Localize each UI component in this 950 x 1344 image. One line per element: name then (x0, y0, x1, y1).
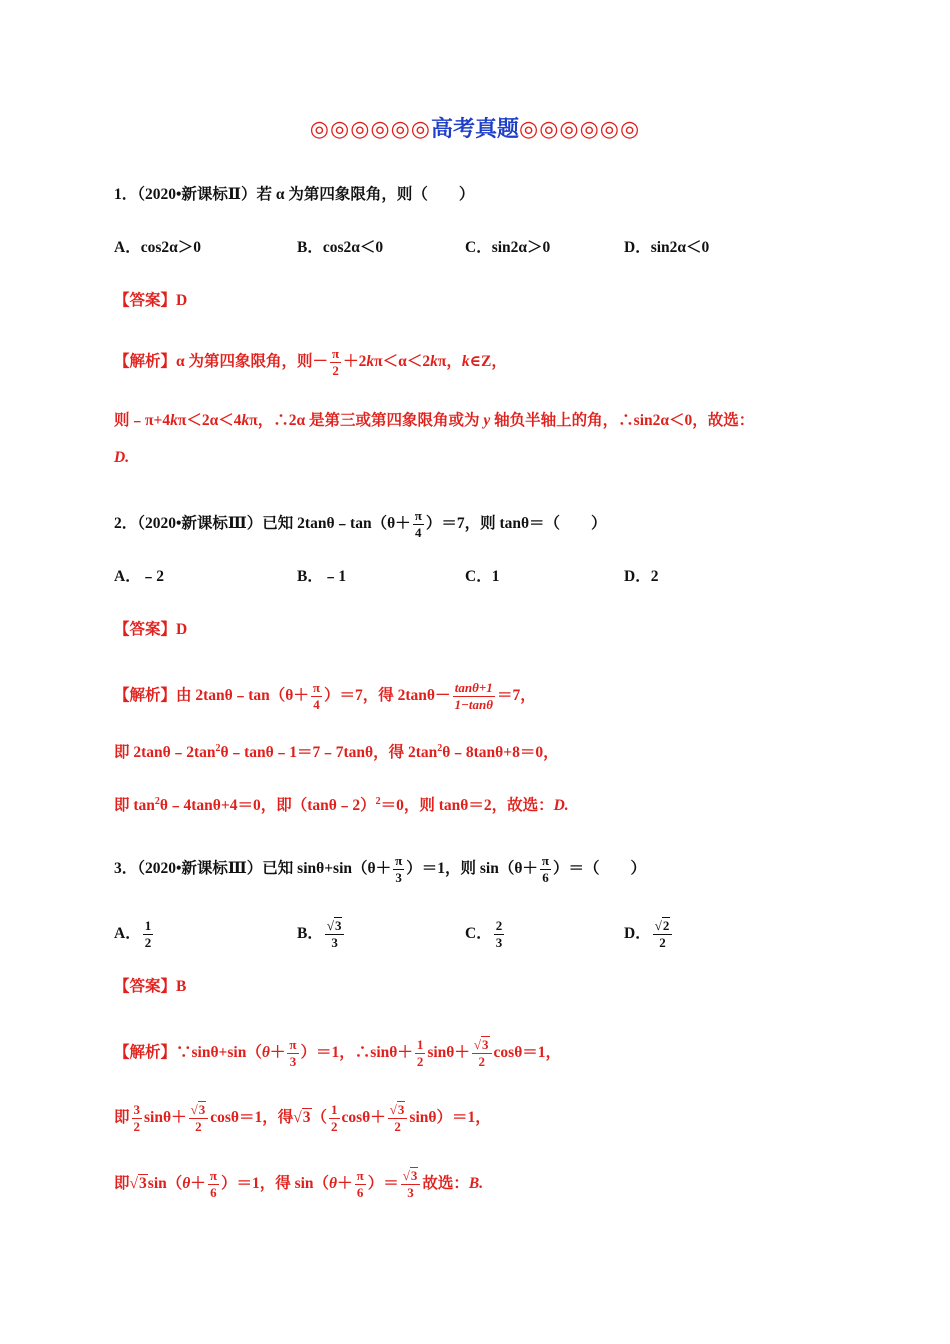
text: ）＝1，∴sinθ＋ (300, 1044, 413, 1062)
radicand: 3 (198, 1102, 206, 1117)
q1-option-d: D．sin2α＜0 (624, 239, 710, 256)
fraction (388, 1102, 408, 1135)
variable-theta: θ (261, 1044, 270, 1062)
text: D. (553, 797, 569, 815)
text: sinθ＋ (427, 1044, 470, 1062)
text: 故选： (422, 1175, 469, 1193)
text: 轴负半轴上的角，∴sin2α＜0，故选： (494, 412, 755, 429)
numerator: π (356, 1168, 364, 1183)
fraction (311, 680, 322, 713)
radicand: 3 (334, 918, 342, 933)
radicand: 3 (410, 1168, 418, 1183)
fraction (401, 1168, 421, 1201)
option-label: B． (297, 925, 323, 943)
variable-k: k (430, 353, 438, 371)
radicand: 2 (662, 918, 670, 933)
radicand: 3 (139, 1175, 147, 1193)
text: cosθ＝1，得 (210, 1109, 294, 1127)
text: ＋ (337, 1175, 353, 1193)
text: （ (311, 1109, 328, 1127)
q3-stem (114, 853, 646, 886)
text: cosθ＋ (341, 1109, 386, 1127)
sqrt: √3 (190, 1102, 206, 1117)
text: π＜2α＜4 (177, 412, 242, 429)
denominator: 2 (144, 935, 152, 950)
fraction (494, 918, 505, 951)
text: sinθ＋ (144, 1109, 187, 1127)
text: ＋ (190, 1175, 206, 1193)
denominator: 6 (210, 1185, 217, 1200)
text: ）＝7，得 2tanθ－ (324, 687, 451, 705)
q3-analysis-line-3 (114, 1168, 483, 1201)
radicand: 3 (397, 1102, 405, 1117)
fraction (472, 1037, 492, 1070)
superscript: 2 (375, 796, 381, 807)
variable-k: k (366, 353, 375, 371)
denominator: 6 (356, 1185, 364, 1200)
q1-stem: 1．（2020•新课标Ⅱ）若 α 为第四象限角，则（ ） (114, 186, 475, 203)
text: ）＝1，得 sin（ (220, 1175, 330, 1193)
q2-option-c: C．1 (465, 568, 500, 585)
text: ）＝ (367, 1175, 399, 1193)
text: 即 2tanθ﹣2tan (114, 744, 216, 762)
fraction (355, 1168, 366, 1201)
text: ＋ (269, 1044, 286, 1062)
text: 【解析】α 为第四象限角，则－ (114, 353, 329, 371)
q2-stem (114, 508, 607, 541)
q3-option-d (624, 918, 674, 951)
radicand: 3 (482, 1037, 489, 1052)
text: ＝0，则 tanθ＝2，故选： (380, 797, 554, 815)
denominator: 1−tanθ (454, 697, 493, 712)
sqrt: √3 (129, 1175, 147, 1193)
numerator: tanθ+1 (454, 680, 493, 695)
text: ＝7， (496, 687, 536, 705)
q2-option-d: D．2 (624, 568, 659, 585)
sqrt: √3 (473, 1037, 489, 1052)
q1-analysis-line-1 (114, 346, 507, 379)
fraction (325, 918, 345, 951)
superscript: 2 (437, 743, 443, 754)
text: π＜α＜2 (374, 353, 431, 371)
text: 2．（2020•新课标Ⅲ）已知 2tanθ﹣tan（θ＋ (114, 515, 411, 533)
numerator (472, 1037, 492, 1054)
q3-answer: 【答案】B (114, 978, 187, 995)
fraction (208, 1168, 219, 1201)
denominator: 2 (133, 1119, 141, 1134)
radicand: 3 (302, 1109, 311, 1127)
q3-analysis-line-1 (114, 1037, 561, 1070)
numerator (325, 918, 345, 935)
text: 即 (114, 1109, 130, 1127)
text: cosθ＝1， (493, 1044, 562, 1062)
numerator (653, 918, 673, 935)
fraction (653, 918, 673, 951)
option-label: D． (624, 925, 651, 943)
page-title (0, 114, 950, 144)
text: ∈Z， (469, 353, 507, 371)
variable-k: k (170, 412, 178, 429)
q1-analysis-line-2 (114, 409, 754, 433)
denominator: 3 (495, 935, 503, 950)
fraction (287, 1037, 298, 1070)
text: 【解析】∵sinθ+sin（ (114, 1044, 262, 1062)
title-text: 高考真题 (430, 116, 519, 141)
q3-option-c (465, 918, 506, 951)
denominator: 2 (332, 363, 339, 378)
q2-option-b: B．﹣1 (297, 568, 347, 585)
q3-option-a (114, 918, 155, 951)
text: ）＝7，则 tanθ＝（ ） (425, 515, 607, 533)
numerator (189, 1102, 209, 1119)
numerator: π (395, 853, 403, 868)
option-label: C． (465, 925, 492, 943)
option-label: A． (114, 925, 141, 943)
text: θ﹣tanθ﹣1＝7﹣7tanθ，得 2tan (220, 744, 438, 762)
q1-analysis-line-3: D. (114, 449, 130, 466)
fraction (189, 1102, 209, 1135)
denominator: 2 (416, 1054, 424, 1069)
sqrt: √2 (654, 918, 670, 933)
fraction (453, 680, 495, 713)
title-rings-right: ◎◎◎◎◎◎ (519, 116, 641, 141)
variable-y: y (479, 412, 495, 429)
q2-analysis-line-1 (114, 680, 536, 713)
text: 即 (114, 1175, 130, 1193)
q3-analysis-line-2 (114, 1102, 491, 1135)
q2-analysis-line-2 (114, 737, 559, 765)
q1-option-c: C．sin2α＞0 (465, 239, 551, 256)
denominator: 4 (415, 525, 422, 540)
q1-option-a: A．cos2α＞0 (114, 239, 202, 256)
text: π，∴2α 是第三或第四象限角或为 (249, 412, 480, 429)
q2-answer: 【答案】D (114, 621, 188, 638)
text: θ﹣8tanθ+8＝0， (442, 744, 559, 762)
text: ）＝1，则 sin（θ＋ (406, 860, 538, 878)
numerator: π (209, 1168, 217, 1183)
fraction (540, 853, 551, 886)
fraction (415, 1037, 426, 1070)
title-rings-left: ◎◎◎◎◎◎ (309, 116, 431, 141)
q2-option-a: A．﹣2 (114, 568, 164, 585)
text: θ﹣4tanθ+4＝0，即（tanθ﹣2） (159, 797, 376, 815)
numerator: 2 (495, 918, 503, 933)
denominator: 4 (313, 697, 320, 712)
superscript: 2 (154, 796, 160, 807)
q2-analysis-line-3 (114, 790, 569, 818)
fraction (132, 1102, 143, 1135)
fraction (143, 918, 154, 951)
denominator: 2 (478, 1054, 485, 1069)
denominator: 6 (542, 870, 549, 885)
numerator: π (289, 1037, 297, 1052)
numerator: π (332, 346, 340, 361)
variable-theta: θ (182, 1175, 191, 1193)
numerator: 1 (331, 1102, 338, 1117)
numerator: π (414, 508, 422, 523)
text: sin（ (147, 1175, 183, 1193)
numerator (388, 1102, 408, 1119)
sqrt: √3 (326, 918, 342, 933)
text: ＋2 (343, 353, 367, 371)
text: 3．（2020•新课标Ⅲ）已知 sinθ+sin（θ＋ (114, 860, 392, 878)
numerator: 1 (416, 1037, 424, 1052)
text: 则﹣π+4 (114, 412, 171, 429)
numerator: 1 (144, 918, 152, 933)
sqrt: √3 (389, 1102, 405, 1117)
denominator: 3 (289, 1054, 297, 1069)
fraction (330, 346, 341, 379)
sqrt: √3 (293, 1109, 311, 1127)
denominator: 2 (195, 1119, 202, 1134)
denominator: 2 (331, 1119, 338, 1134)
text: π， (437, 353, 462, 371)
numerator: 3 (133, 1102, 141, 1117)
fraction (393, 853, 404, 886)
fraction (329, 1102, 340, 1135)
q1-option-b: B．cos2α＜0 (297, 239, 384, 256)
numerator: π (541, 853, 550, 868)
sqrt: √3 (402, 1168, 418, 1183)
q3-option-b (297, 918, 346, 951)
q1-answer: 【答案】D (114, 292, 188, 309)
superscript: 2 (215, 743, 221, 754)
denominator: 2 (394, 1119, 401, 1134)
denominator: 2 (659, 935, 666, 950)
numerator: π (312, 680, 320, 695)
fraction (413, 508, 424, 541)
denominator: 3 (331, 935, 338, 950)
text: sinθ）＝1， (409, 1109, 491, 1127)
text: B. (468, 1175, 484, 1193)
numerator (401, 1168, 421, 1185)
variable-k: k (461, 353, 470, 371)
text: ）＝（ ） (553, 860, 647, 878)
text: 即 tan (114, 797, 155, 815)
denominator: 3 (395, 870, 402, 885)
denominator: 3 (407, 1185, 414, 1200)
variable-k: k (241, 412, 250, 429)
text: 【解析】由 2tanθ﹣tan（θ＋ (114, 687, 309, 705)
variable-theta: θ (329, 1175, 338, 1193)
